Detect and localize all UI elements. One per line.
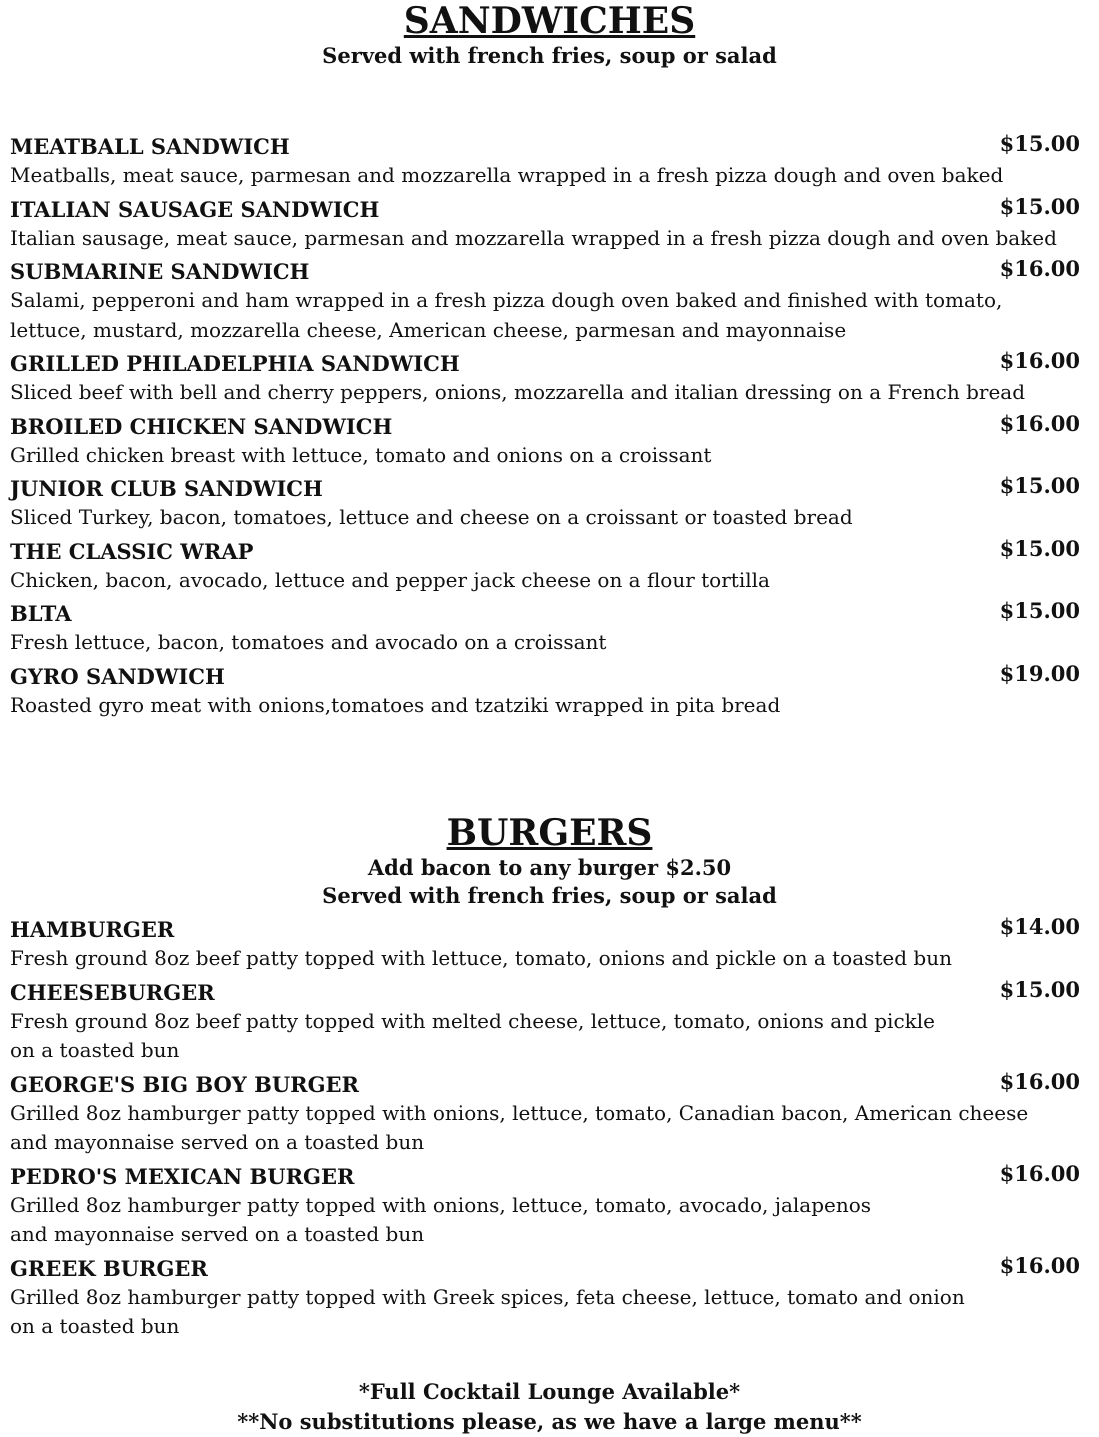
menu-item-name: HAMBURGER <box>10 917 175 942</box>
cocktail-lounge-note: *Full Cocktail Lounge Available* <box>358 1379 741 1404</box>
menu-item <box>0 537 1099 596</box>
menu-item-name: GEORGE'S BIG BOY BURGER <box>10 1071 359 1097</box>
no-substitutions-note: **No substitutions please, as we have a large menu** <box>237 1409 862 1434</box>
menu-item-description: Chicken, bacon, avocado, lettuce and pepper jack cheese on a flour tortilla <box>10 567 770 592</box>
sandwiches-list <box>0 132 1099 724</box>
burgers-bacon-note: Add bacon to any burger $2.50 <box>367 855 732 880</box>
menu-item-description: Grilled chicken breast with lettuce, tomato and onions on a croissant <box>10 442 712 467</box>
menu-item <box>0 474 1099 533</box>
menu-item-name: GYRO SANDWICH <box>10 663 225 689</box>
menu-item-name: PEDRO'S MEXICAN BURGER <box>10 1163 355 1189</box>
menu-item <box>0 1254 1099 1342</box>
menu-item-price: $16.00 <box>999 348 1080 373</box>
menu-item-price: $19.00 <box>999 660 1080 686</box>
menu-item <box>0 1162 1099 1250</box>
menu-item-description: Grilled 8oz hamburger patty topped with Greek spices, feta cheese, lettuce, tomato and onion on a toasted bun <box>10 1284 965 1338</box>
menu-item <box>0 1070 1099 1158</box>
burgers-title: BURGERS <box>446 812 653 854</box>
menu-item-price: $15.00 <box>999 976 1080 1002</box>
menu-item-description: Sliced Turkey, bacon, tomatoes, lettuce and cheese on a croissant or toasted bread <box>10 505 853 529</box>
menu-item <box>0 662 1099 721</box>
menu-item-description: Sliced beef with bell and cherry peppers, onions, mozzarella and italian dressing on a French bread <box>10 380 1025 404</box>
menu-item-description: Roasted gyro meat with onions,tomatoes and tzatziki wrapped in pita bread <box>10 692 781 717</box>
burgers-header <box>0 812 1099 910</box>
burgers-subtitle: Served with french fries, soup or salad <box>322 883 777 908</box>
menu-item <box>0 978 1099 1066</box>
menu-item-description: Fresh ground 8oz beef patty topped with melted cheese, lettuce, tomato, onions and pickle on a toasted bun <box>10 1008 935 1062</box>
sandwiches-title: SANDWICHES <box>403 0 696 42</box>
menu-item-price: $16.00 <box>999 256 1080 281</box>
menu-item <box>0 132 1099 191</box>
menu-item-price: $15.00 <box>999 131 1080 156</box>
menu-item <box>0 349 1099 408</box>
menu-item-name: BROILED CHICKEN SANDWICH <box>10 413 393 439</box>
menu-item-description: Italian sausage, meat sauce, parmesan and mozzarella wrapped in a fresh pizza dough and oven baked <box>10 225 1057 250</box>
menu-item-name: SUBMARINE SANDWICH <box>10 259 310 284</box>
menu-item-price: $16.00 <box>999 1160 1080 1186</box>
menu-item-name: GRILLED PHILADELPHIA SANDWICH <box>10 351 460 376</box>
menu-item-name: JUNIOR CLUB SANDWICH <box>10 476 323 501</box>
menu-item <box>0 915 1099 974</box>
sandwiches-subtitle: Served with french fries, soup or salad <box>322 43 777 68</box>
sandwiches-header <box>0 0 1099 70</box>
menu-item-name: GREEK BURGER <box>10 1255 208 1281</box>
menu-item-description: Fresh ground 8oz beef patty topped with lettuce, tomato, onions and pickle on a toasted bun <box>10 946 952 970</box>
burgers-list <box>0 915 1099 1346</box>
menu-item <box>0 599 1099 658</box>
menu-item <box>0 412 1099 471</box>
menu-item-name: CHEESEBURGER <box>10 979 215 1005</box>
menu-footer <box>0 1377 1099 1437</box>
menu-item-name: MEATBALL SANDWICH <box>10 134 290 159</box>
menu-item-price: $14.00 <box>999 914 1080 939</box>
menu-item-description: Fresh lettuce, bacon, tomatoes and avocado on a croissant <box>10 630 607 654</box>
menu-item-price: $15.00 <box>999 193 1080 219</box>
menu-item-price: $15.00 <box>999 535 1080 561</box>
menu-item-description: Grilled 8oz hamburger patty topped with onions, lettuce, tomato, avocado, jalapenos and mayonnaise served on a toasted bun <box>10 1192 872 1246</box>
menu-item-price: $15.00 <box>999 473 1080 498</box>
menu-item-price: $16.00 <box>999 1068 1080 1094</box>
menu-item-name: ITALIAN SAUSAGE SANDWICH <box>10 196 380 222</box>
menu-item-price: $15.00 <box>999 598 1080 623</box>
menu-item-description: Meatballs, meat sauce, parmesan and mozzarella wrapped in a fresh pizza dough and oven baked <box>10 163 1004 187</box>
menu-item-description: Salami, pepperoni and ham wrapped in a fresh pizza dough oven baked and finished with tomato, lettuce, mustard, mozzarella cheese, American cheese, parmesan and mayonnaise <box>10 288 1003 342</box>
menu-item-description: Grilled 8oz hamburger patty topped with onions, lettuce, tomato, Canadian bacon, American cheese and mayonnaise served on a toasted bun <box>10 1100 1029 1154</box>
menu-item-price: $16.00 <box>999 410 1080 436</box>
menu-item <box>0 195 1099 254</box>
menu-item <box>0 257 1099 345</box>
menu-item-price: $16.00 <box>999 1252 1080 1278</box>
menu-item-name: BLTA <box>10 601 72 626</box>
menu-item-name: THE CLASSIC WRAP <box>10 538 254 564</box>
